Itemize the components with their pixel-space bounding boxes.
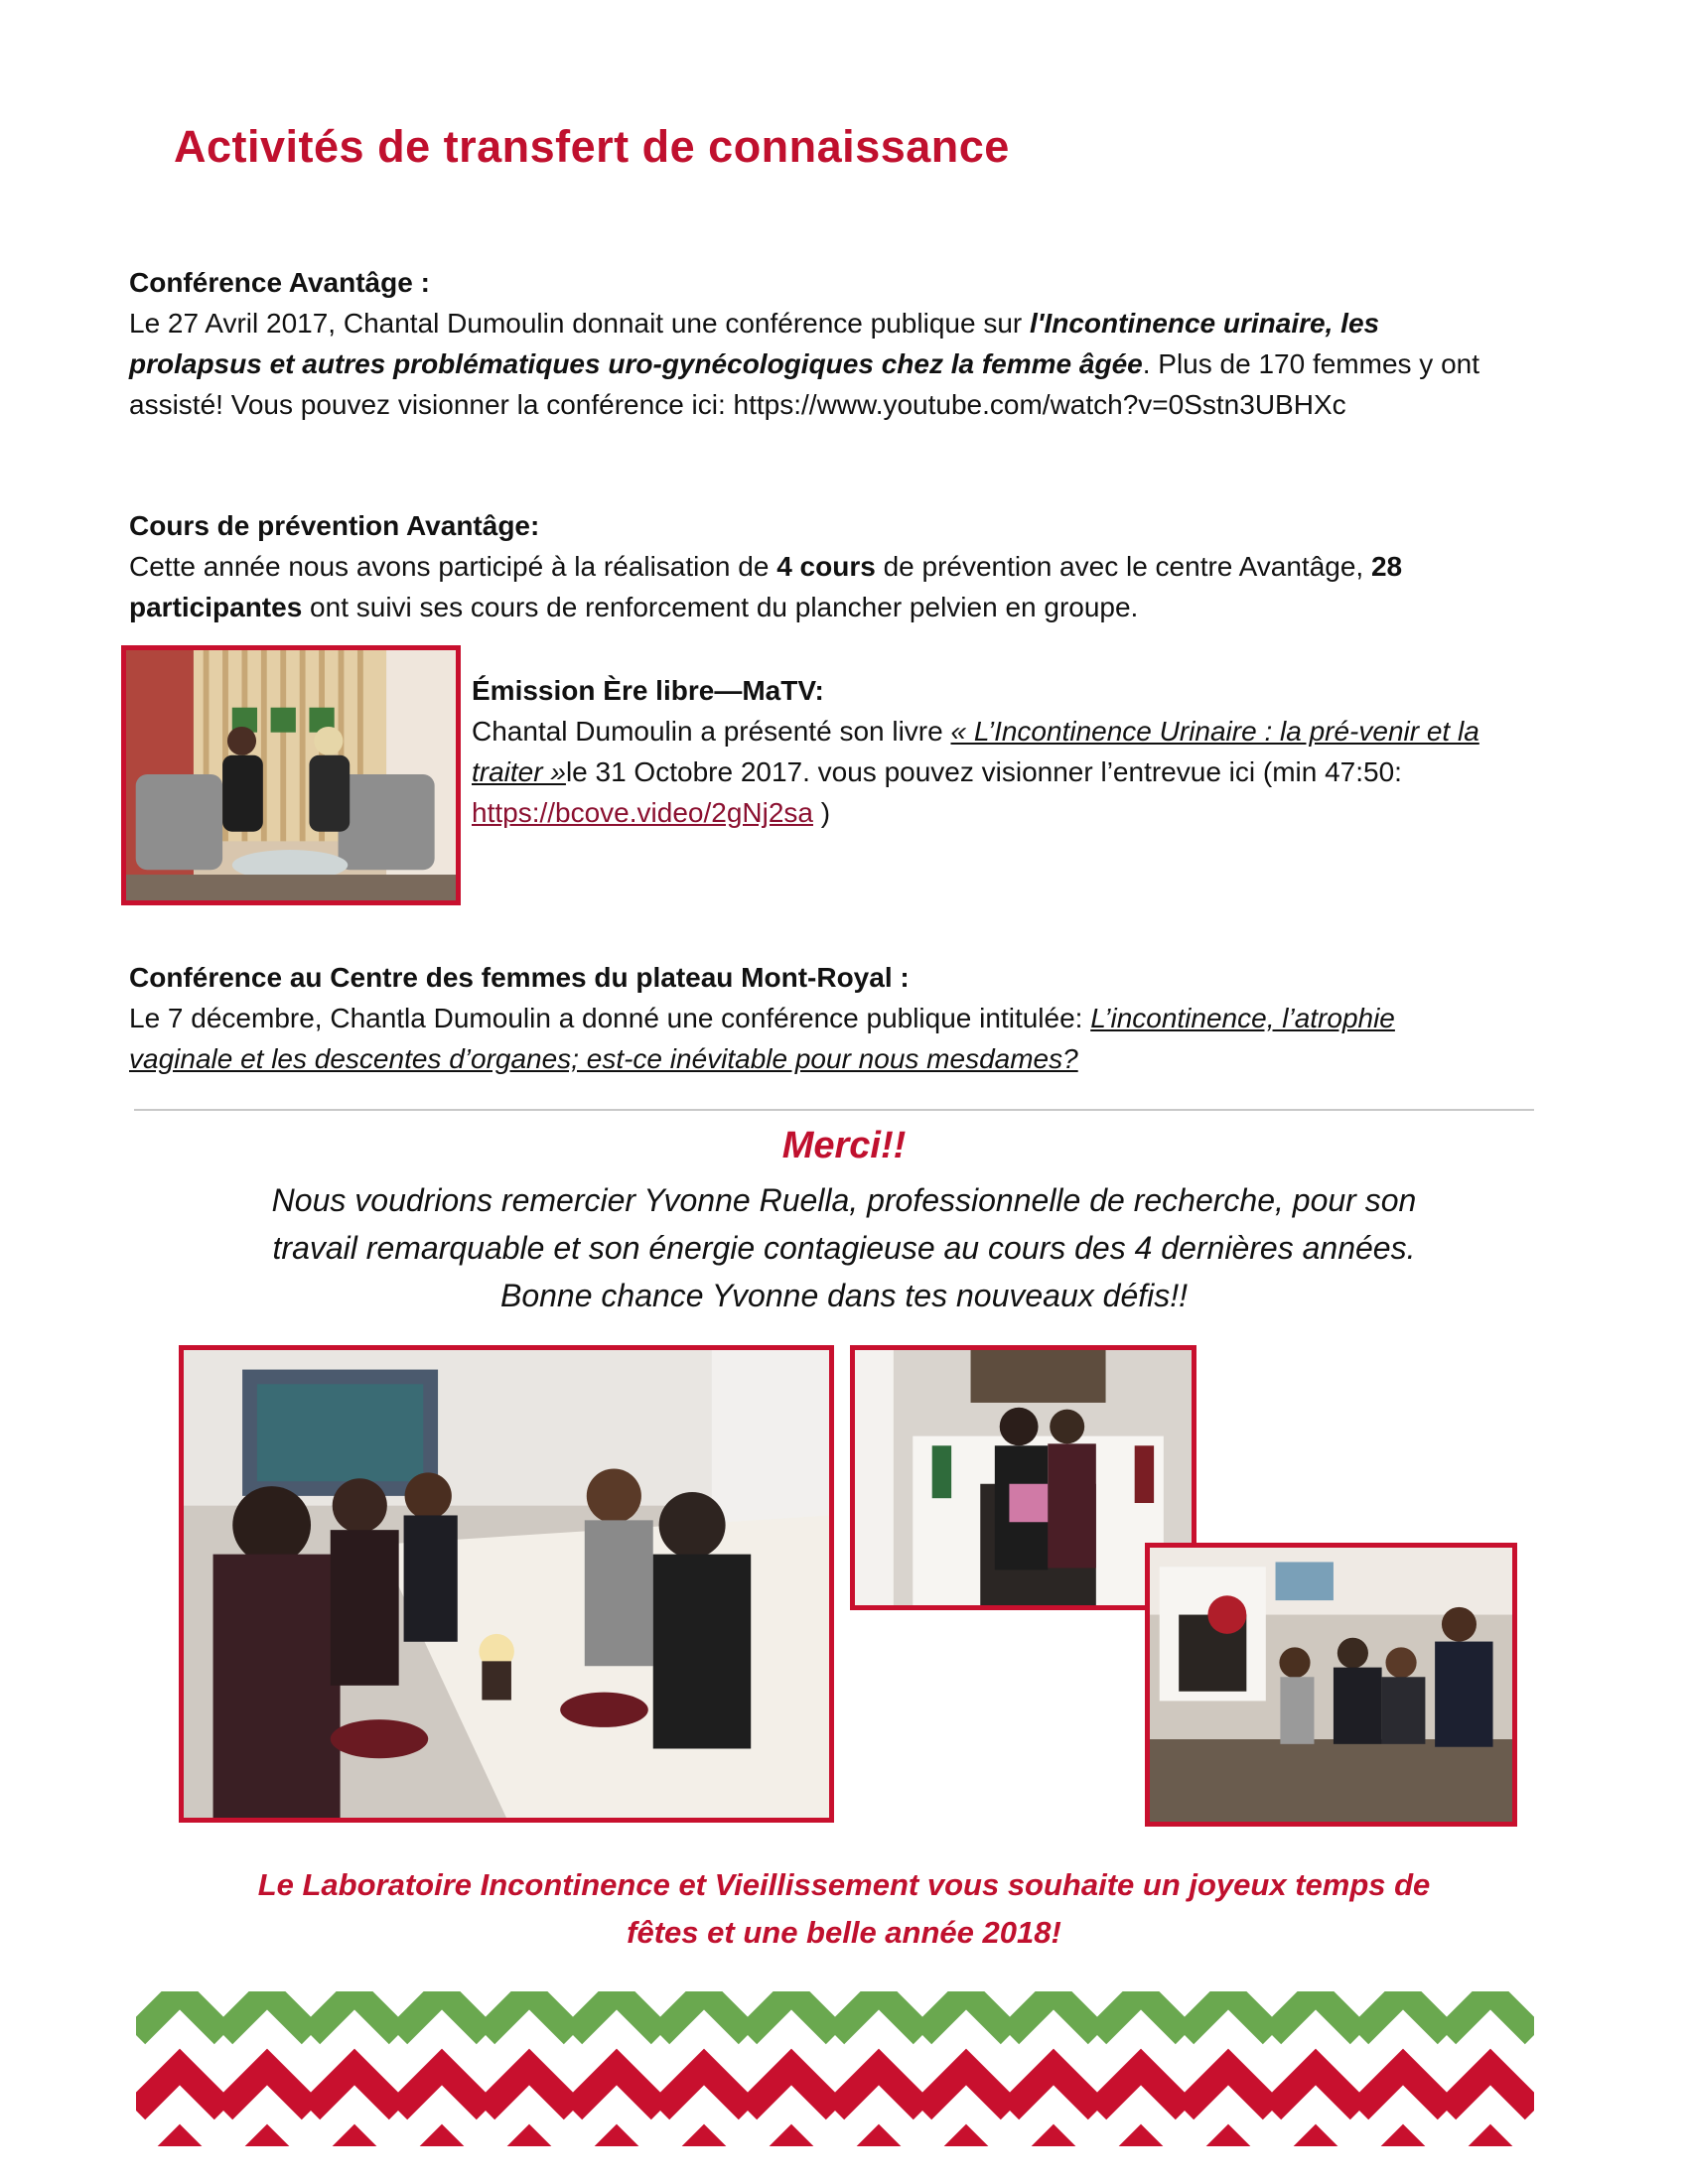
talk-title: l'Incontinence urinaire, les prolapsus et autres problématiques uro-gynécologiques chez la femme âgée: [129, 308, 1380, 379]
merci-message: [149, 1176, 1539, 1319]
merci-line: Bonne chance Yvonne dans tes nouveaux défis!!: [499, 1278, 1189, 1313]
body-text: Cette année nous avons participé à la réalisation de: [129, 551, 777, 582]
body-text: ): [812, 797, 831, 828]
merci-line: Nous voudrions remercier Yvonne Ruella, professionnelle de recherche, pour son: [271, 1182, 1417, 1218]
page-title: Activités de transfert de connaissance: [174, 121, 1010, 172]
section-body: [129, 303, 1499, 425]
body-text: Chantal Dumoulin a présenté son livre: [472, 716, 951, 747]
tv-interview-photo: [121, 645, 461, 905]
dinner-party-photo: [179, 1345, 834, 1823]
closing-message: [149, 1861, 1539, 1957]
section-body: [129, 546, 1499, 627]
section-body: [472, 711, 1484, 833]
section-emission-ere-libre: [472, 670, 1484, 833]
body-text: le 31 Octobre 2017. vous pouvez visionner l’entrevue ici (min 47:50:: [565, 756, 1402, 787]
closing-line: fêtes et une belle année 2018!: [627, 1915, 1061, 1950]
video-link[interactable]: https://bcove.video/2gNj2sa: [472, 797, 813, 828]
living-room-photo: [1145, 1543, 1517, 1827]
chevron-banner: [136, 1991, 1534, 2146]
section-body: [129, 998, 1499, 1079]
section-heading: Conférence Avantâge :: [129, 267, 430, 298]
body-text: de prévention avec le centre Avantâge,: [875, 551, 1371, 582]
bold-count: 4 cours: [776, 551, 876, 582]
body-text: Le 27 Avril 2017, Chantal Dumoulin donnait une conférence publique sur: [129, 308, 1030, 339]
body-text: . Plus de 170 femmes y ont assisté! Vous pouvez visionner la conférence ici: https://www.youtube.com/watch?v=0Sstn3UBHXc: [129, 348, 1479, 420]
divider: [134, 1109, 1534, 1111]
section-heading: Cours de prévention Avantâge:: [129, 510, 540, 541]
merci-line: travail remarquable et son énergie contagieuse au cours des 4 dernières années.: [272, 1230, 1416, 1266]
bold-count: 28 participantes: [129, 551, 1403, 622]
book-title: « L’Incontinence Urinaire : la pré-venir et la traiter »: [472, 716, 1479, 787]
section-conference-avantage: [129, 262, 1499, 425]
body-text: ont suivi ses cours de renforcement du plancher pelvien en groupe.: [302, 592, 1139, 622]
body-text: Le 7 décembre, Chantla Dumoulin a donné une conférence publique intitulée:: [129, 1003, 1091, 1033]
section-heading: Conférence au Centre des femmes du plateau Mont-Royal :: [129, 962, 910, 993]
section-centre-femmes: [129, 957, 1499, 1079]
closing-line: Le Laboratoire Incontinence et Vieillissement vous souhaite un joyeux temps de: [257, 1867, 1431, 1902]
section-cours-prevention: [129, 505, 1499, 627]
section-heading: Émission Ère libre—MaTV:: [472, 675, 824, 706]
merci-title: Merci!!: [781, 1125, 907, 1166]
talk-title: L’incontinence, l’atrophie vaginale et les descentes d’organes; est-ce inévitable pour nous mesdames?: [129, 1003, 1395, 1074]
